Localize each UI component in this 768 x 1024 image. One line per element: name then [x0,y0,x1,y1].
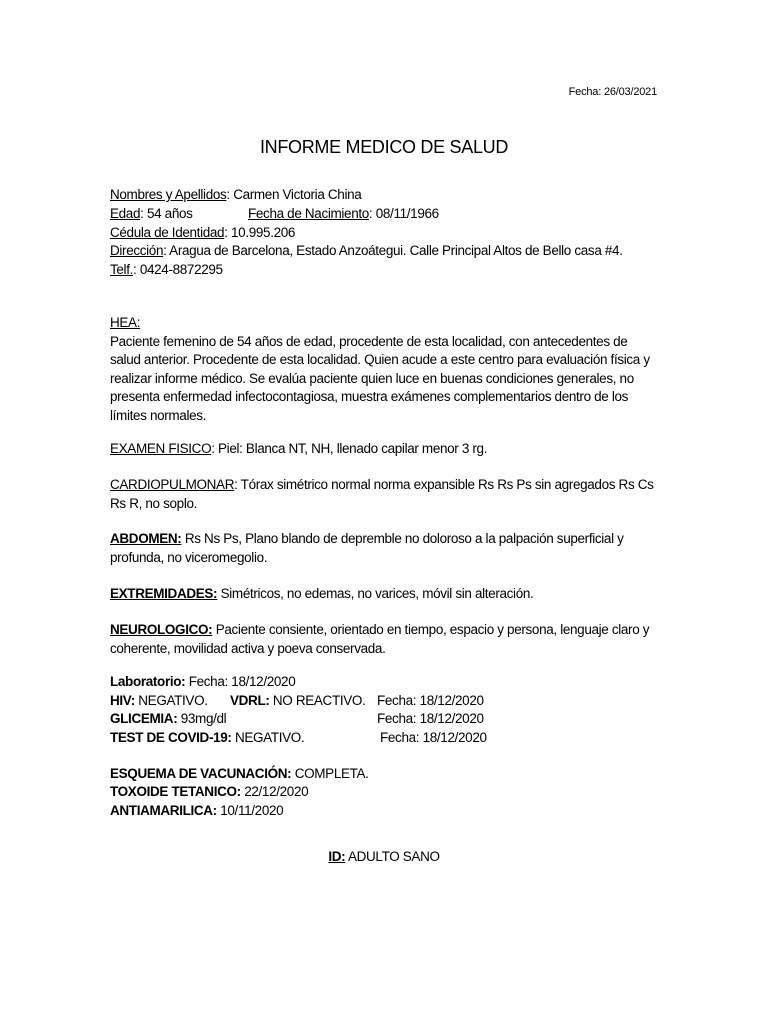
phone-value: : 0424-8872295 [133,262,223,277]
lab-value: Fecha: 18/12/2020 [185,674,296,689]
glicemia-line [110,710,226,729]
antiamarilica-line [110,802,283,821]
vdrl-label: VDRL: [230,693,270,708]
patient-id-line [110,224,295,243]
neurologico-label: NEUROLOGICO: [110,622,213,637]
age-label: Edad [110,206,141,221]
hea-section [110,314,660,425]
examen-label: EXAMEN FISICO [110,441,212,456]
name-value: : Carmen Victoria China [226,187,362,202]
patient-name-line [110,186,361,205]
toxoide-line [110,783,308,802]
toxoide-value: 22/12/2020 [240,784,309,799]
hiv-line [110,692,208,711]
address-value: : Aragua de Barcelona, Estado Anzoátegui. Calle Principal Altos de Bello casa #4. [163,243,623,258]
covid-label: TEST DE COVID-19: [110,730,232,745]
glicemia-value: 93mg/dl [177,711,227,726]
dob-value: : 08/11/1966 [368,206,439,221]
abdomen-text: Rs Ns Ps, Plano blando de depremble no doloroso a la palpación superficial y profunda, no viceromegolio. [110,531,624,565]
examen-fisico-section [110,440,660,459]
patient-dob-line [248,205,439,224]
esquema-label: ESQUEMA DE VACUNACIÓN: [110,766,292,781]
neurologico-section [110,621,660,658]
vdrl-date: Fecha: 18/12/2020 [377,693,484,708]
covid-value: NEGATIVO. [231,730,305,745]
id-label: Cédula de Identidad [110,225,225,240]
patient-age-line [110,205,193,224]
hea-label: HEA: [110,315,141,330]
glicemia-label: GLICEMIA: [110,711,178,726]
cardiopulmonar-section [110,476,660,513]
report-title: INFORME MEDICO DE SALUD [259,137,509,157]
cardio-text: : Tórax simétrico normal norma expansible Rs Rs Ps sin agregados Rs Cs Rs R, no soplo. [110,477,654,511]
extremidades-label: EXTREMIDADES: [110,586,218,601]
abdomen-label: ABDOMEN: [110,531,182,546]
antiamarilica-value: 10/11/2020 [216,803,284,818]
covid-date: Fecha: 18/12/2020 [380,730,487,745]
abdomen-section [110,530,660,567]
diagnosis-line [0,848,768,867]
extremidades-section [110,585,660,604]
id-value: : 10.995.206 [224,225,296,240]
hiv-label: HIV: [110,693,135,708]
examen-text: : Piel: Blanca NT, NH, llenado capilar menor 3 rg. [211,441,488,456]
name-label: Nombres y Apellidos [110,187,227,202]
cardio-label: CARDIOPULMONAR [110,477,235,492]
patient-address-line [110,242,623,261]
hiv-value: NEGATIVO. [134,693,208,708]
hea-text: Paciente femenino de 54 años de edad, procedente de esta localidad, con antecedentes de salud anterior. Procedente de esta localidad. Quien acude a este centro para evaluación física y realizar informe médico. Se evalúa paciente quien luce en buenas condiciones generales, no presenta enfermedad infectocontagiosa, muestra exámenes complementarios dentro de los límites normales. [110,333,650,423]
vdrl-line [230,692,365,711]
lab-line [110,673,295,692]
diagnosis-value: ADULTO SANO [345,849,440,864]
neurologico-text: Paciente consiente, orientado en tiempo, espacio y persona, lenguaje claro y coherente, movilidad activa y poeva conservada. [110,622,650,656]
covid-line [110,729,304,748]
patient-phone-line [110,261,223,280]
glicemia-date: Fecha: 18/12/2020 [377,711,484,726]
phone-label: Telf. [110,262,134,277]
esquema-line [110,765,369,784]
dob-label: Fecha de Nacimiento [248,206,369,221]
toxoide-label: TOXOIDE TETANICO: [110,784,241,799]
extremidades-text: Simétricos, no edemas, no varices, móvil sin alteración. [217,586,534,601]
esquema-value: COMPLETA. [291,766,369,781]
address-label: Dirección [110,243,164,258]
lab-label: Laboratorio: [110,674,186,689]
report-date: Fecha: 26/03/2021 [568,86,657,98]
age-value: : 54 años [140,206,193,221]
diagnosis-label: ID: [328,849,346,864]
antiamarilica-label: ANTIAMARILICA: [110,803,217,818]
vdrl-value: NO REACTIVO. [269,693,366,708]
